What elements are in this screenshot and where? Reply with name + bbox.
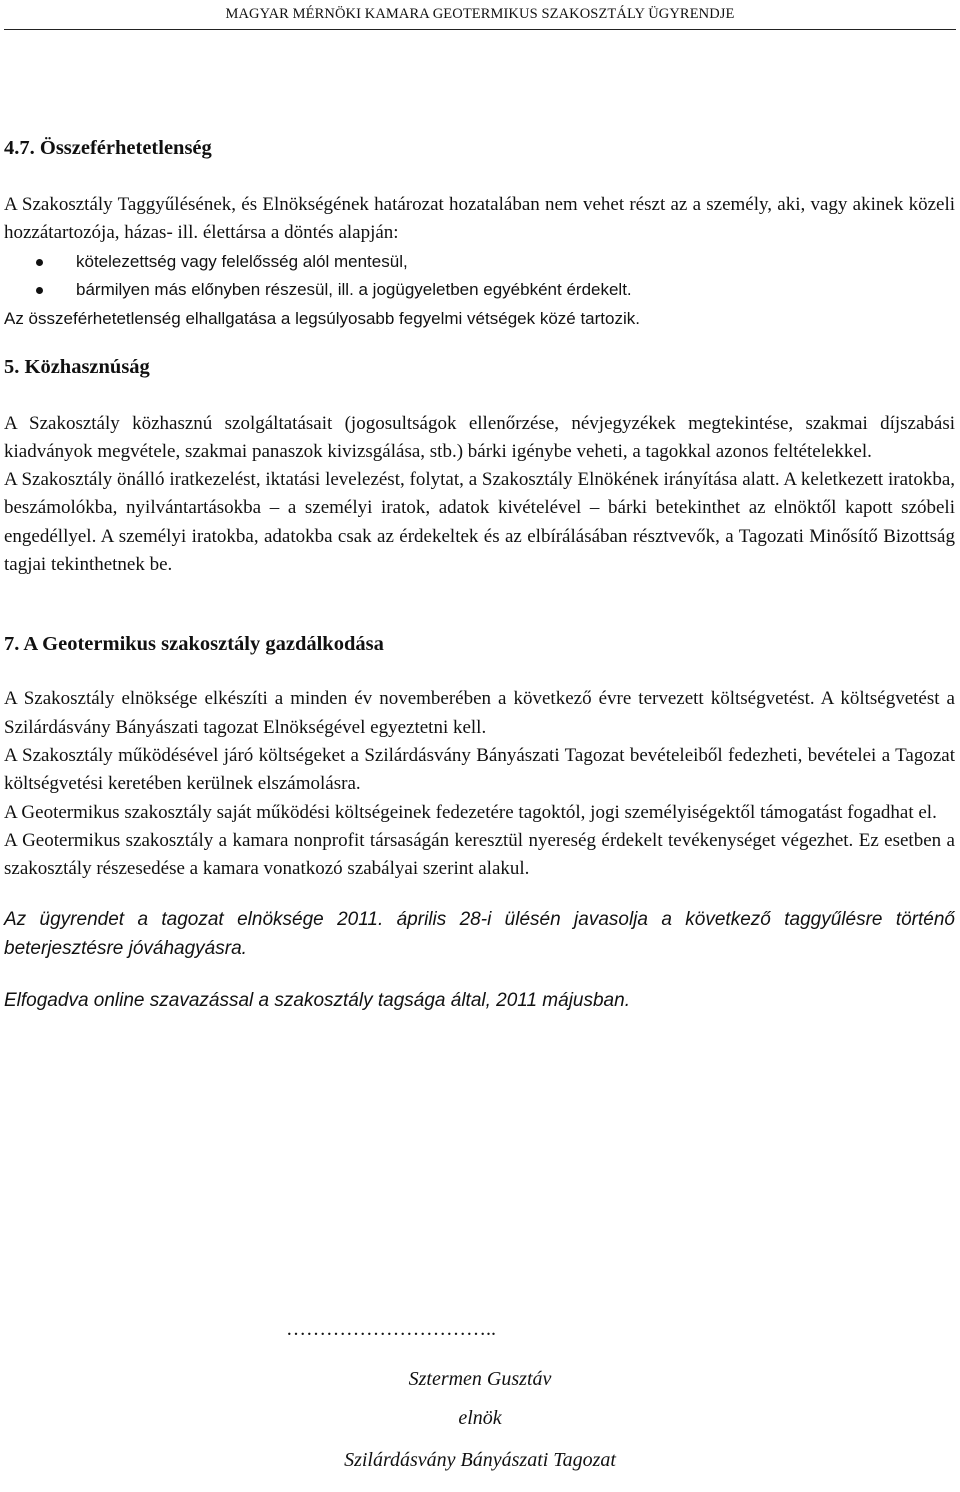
section-heading-5: 5. Közhasznúság <box>4 355 150 378</box>
approval-accepted: Elfogadva online szavazással a szakosztály tagsága által, 2011 májusban. <box>4 990 630 1012</box>
incompatibility-closing: Az összeférhetetlenség elhallgatása a legsúlyosabb fegyelmi vétségek közé tartozik. <box>4 308 640 328</box>
incompatibility-intro: A Szakosztály Taggyűlésének, és Elnökségének határozat hozatalában nem vehet részt az a személy, aki, vagy akinek közeli hozzátartozója, házas- ill. élettársa a döntés alapján: <box>4 194 955 244</box>
document-body <box>4 134 955 1016</box>
signature-block <box>280 1318 680 1474</box>
finances-paragraph: A Szakosztály elnöksége elkészíti a minden év novemberében a következő évre tervezett költségvetést. A költségvetést a Szilárdásvány Bányászati tagozat Elnökségével egyeztetni kell. <box>4 688 955 738</box>
section-heading-7: 7. A Geotermikus szakosztály gazdálkodása <box>4 633 384 656</box>
public-benefit-paragraph-2: A Szakosztály önálló iratkezelést, iktatási levelezést, folytat, a Szakosztály Elnökének irányítása alatt. A keletkezett iratokba, beszámolókba, nyilvántartásokba – a személyi iratok, adatok kivételével – bárki betekinthet az elnöktől kapott szóbeli engedéllyel. A személyi iratokba, adatokba csak az érdekeltek és az elbírálásában résztvevők, a Tagozati Minősítő Bizottság tagjai tekinthetnek be. <box>4 469 955 576</box>
section-incompatibility <box>4 134 955 333</box>
signature-line: ………………………….. <box>286 1318 496 1340</box>
public-benefit-paragraph-1: A Szakosztály közhasznú szolgáltatásait (jogosultságok ellenőrzése, névjegyzékek megtekintése, szakmai díjszabási kiadványok megvétele, szakmai panaszok kivizsgálása, stb.) bárki igénybe veheti, a tagokkal azonos feltételekkel. <box>4 412 955 462</box>
running-header: MAGYAR MÉRNÖKI KAMARA GEOTERMIKUS SZAKOSZTÁLY ÜGYRENDJE <box>225 6 735 22</box>
list-item: kötelezettség vagy felelősség alól mentesül, <box>4 248 955 277</box>
finances-paragraph: A Szakosztály működésével járó költségeket a Szilárdásvány Bányászati Tagozat bevételeiből fedezheti, bevételei a Tagozat költségvetési keretében kerülnek elszámolásra. <box>4 744 955 795</box>
signatory-name: Sztermen Gusztáv <box>408 1368 552 1390</box>
finances-paragraph: A Geotermikus szakosztály a kamara nonprofit társaságán keresztül nyereség érdekelt tevékenységet végezhet. Ez esetben a szakosztály részesedése a kamara vonatkozó szabályai szerint alakul. <box>4 829 955 880</box>
signatory-organization: Szilárdásvány Bányászati Tagozat <box>344 1449 616 1471</box>
section-public-benefit <box>4 353 955 580</box>
signatory-title: elnök <box>458 1407 502 1429</box>
approval-proposal: Az ügyrendet a tagozat elnöksége 2011. április 28-i ülésén javasolja a következő taggyűlésre történő beterjesztésre jóváhagyásra. <box>4 909 955 959</box>
header-divider <box>4 29 956 30</box>
section-heading-4-7: 4.7. Összeférhetetlenség <box>4 137 212 159</box>
list-item: bármilyen más előnyben részesül, ill. a jogügyeletben egyébként érdekelt. <box>4 276 955 305</box>
incompatibility-bullet-list <box>4 248 955 305</box>
section-finances <box>4 630 955 883</box>
finances-paragraph: A Geotermikus szakosztály saját működési költségeinek fedezetére tagoktól, jogi személyiségektől támogatást fogadhat el. <box>4 801 937 823</box>
